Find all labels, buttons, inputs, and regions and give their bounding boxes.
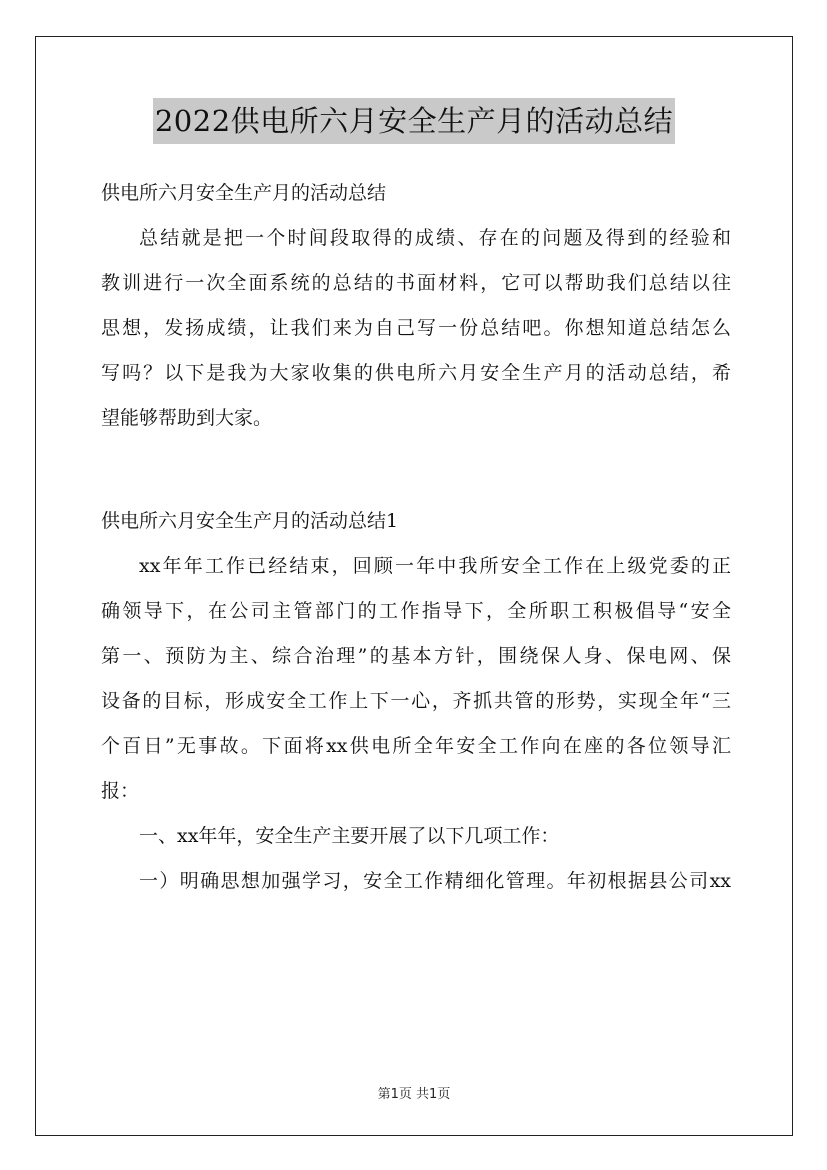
intro-line: 教训进行一次全面系统的总结的书面材料，它可以帮助我们总结以往 [101,272,731,294]
body-line: 设备的目标，形成安全工作上下一心，齐抓共管的形势，实现全年“三 [101,690,731,712]
document-title: 2022供电所六月安全生产月的活动总结 [153,98,675,144]
body-line: 报： [101,780,140,802]
body-paragraph [101,544,731,814]
paragraph-gap [101,441,731,499]
document-body [101,171,731,904]
intro-line: 望能够帮助到大家。 [101,407,273,429]
body-line: 个百日”无事故。下面将xx供电所全年安全工作向在座的各位领导汇 [101,735,731,757]
intro-paragraph [101,216,731,441]
item-heading: 一、xx年年，安全生产主要开展了以下几项工作： [139,825,560,847]
intro-line: 思想，发扬成绩，让我们来为自己写一份总结吧。你想知道总结怎么 [101,317,731,339]
body-line: xx年年工作已经结束，回顾一年中我所安全工作在上级党委的正 [139,555,731,577]
page-footer: 第1页 共1页 [377,1087,451,1102]
body-line: 确领导下，在公司主管部门的工作指导下，全所职工积极倡导“安全 [101,600,731,622]
body-line: 第一、预防为主、综合治理”的基本方针，围绕保人身、保电网、保 [101,645,731,667]
subtitle: 供电所六月安全生产月的活动总结 [101,182,387,204]
item-line: 一）明确思想加强学习，安全工作精细化管理。年初根据县公司xx [139,870,731,892]
section-heading: 供电所六月安全生产月的活动总结1 [101,510,399,532]
intro-line: 写吗？以下是我为大家收集的供电所六月安全生产月的活动总结，希 [101,362,731,384]
title-area [35,98,793,144]
intro-line: 总结就是把一个时间段取得的成绩、存在的问题及得到的经验和 [139,227,731,249]
